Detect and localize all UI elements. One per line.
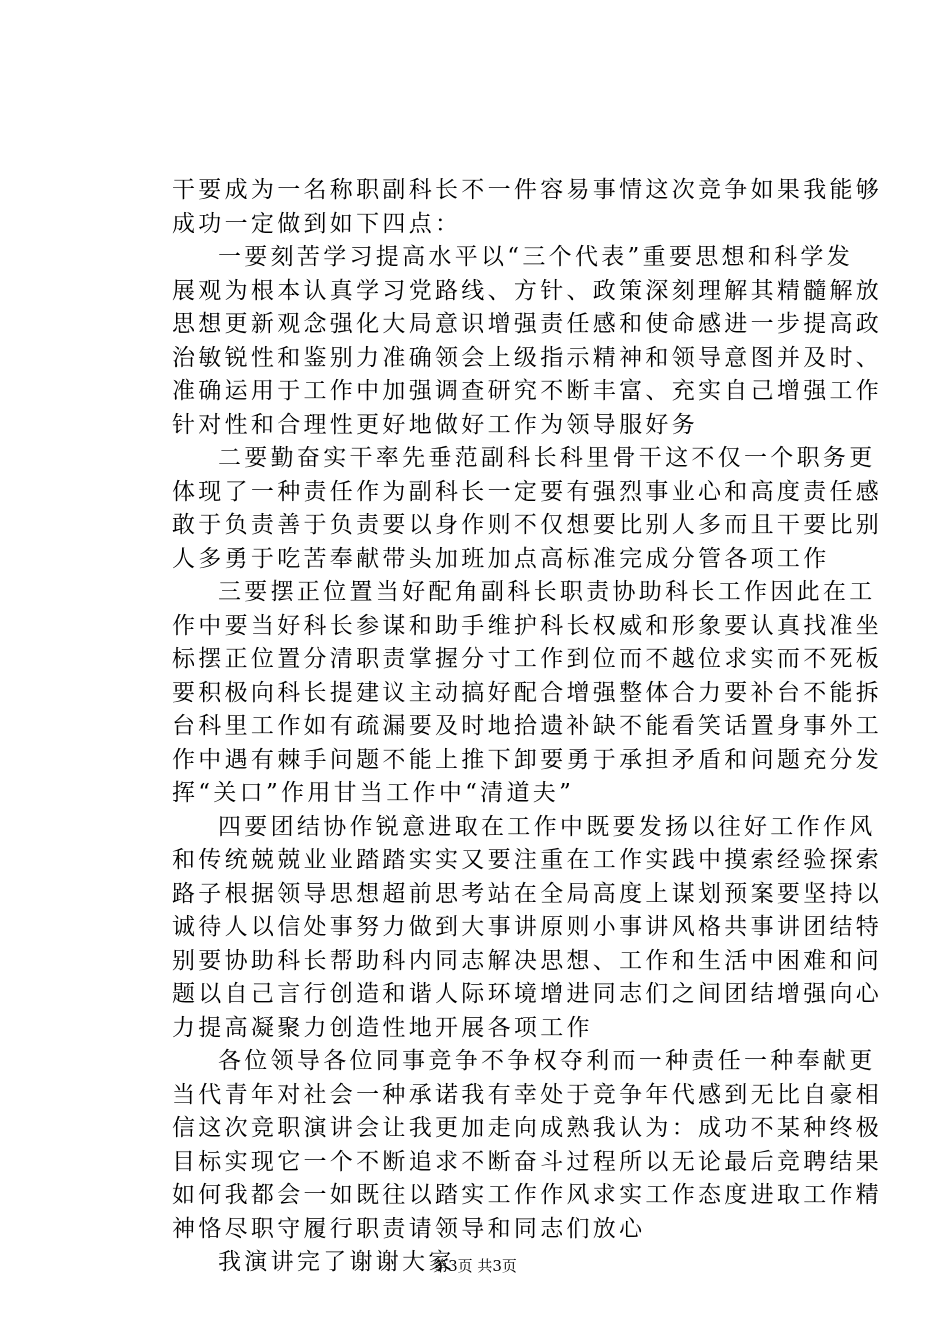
text-line: 作中遇有棘手问题不能上推下卸要勇于承担矛盾和问题充分发 [172, 746, 883, 773]
text-line: 路子根据领导思想超前思考站在全局高度上谋划预案要坚持以 [172, 880, 883, 907]
text-line: 目标实现它一个不断追求不断奋斗过程所以无论最后竞聘结果 [172, 1148, 883, 1175]
text-line: 作中要当好科长参谋和助手维护科长权威和形象要认真找准坐 [172, 612, 883, 639]
text-line: 要积极向科长提建议主动搞好配合增强整体合力要补台不能拆 [172, 679, 883, 706]
text-line: 和传统兢兢业业踏踏实实又要注重在工作实践中摸索经验探索 [172, 847, 883, 873]
text-line: 诚待人以信处事努力做到大事讲原则小事讲风格共事讲团结特 [172, 914, 883, 940]
text-line: 准确运用于工作中加强调查研究不断丰富、充实自己增强工作 [172, 378, 883, 404]
text-line: 题以自己言行创造和谐人际环境增进同志们之间团结增强向心 [172, 981, 883, 1007]
text-line: 体现了一种责任作为副科长一定要有强烈事业心和高度责任感 [172, 478, 883, 505]
text-line: 治敏锐性和鉴别力准确领会上级指示精神和领导意图并及时、 [172, 344, 883, 371]
text-line: 标摆正位置分清职责掌握分寸工作到位而不越位求实而不死板 [172, 646, 883, 672]
text-line: 如何我都会一如既往以踏实工作作风求实工作态度进取工作精 [172, 1182, 883, 1208]
text-line: 三要摆正位置当好配角副科长职责协助科长工作因此在工 [218, 579, 876, 605]
text-line: 人多勇于吃苦奉献带头加班加点高标准完成分管各项工作 [172, 545, 830, 572]
text-line: 针对性和合理性更好地做好工作为领导服好务 [172, 411, 698, 438]
page-footer: 第3页 共3页 [433, 1257, 517, 1275]
text-line: 一要刻苦学习提高水平以“三个代表”重要思想和科学发 [218, 244, 854, 270]
text-line: 思想更新观念强化大局意识增强责任感和使命感进一步提高政 [172, 311, 883, 337]
text-line: 当代青年对社会一种承诺我有幸处于竞争年代感到无比自豪相 [172, 1081, 883, 1108]
text-line: 力提高凝聚力创造性地开展各项工作 [172, 1014, 593, 1041]
text-line: 别要协助科长帮助科内同志解决思想、工作和生活中困难和问 [172, 947, 883, 974]
text-line: 展观为根本认真学习党路线、方针、政策深刻理解其精髓解放 [172, 277, 883, 304]
text-line: 神恪尽职守履行职责请领导和同志们放心 [172, 1215, 646, 1242]
text-line: 四要团结协作锐意进取在工作中既要发扬以往好工作作风 [218, 813, 876, 840]
text-line: 信这次竞职演讲会让我更加走向成熟我认为：成功不某种终极 [172, 1115, 883, 1141]
text-line: 敢于负责善于负责要以身作则不仅想要比别人多而且干要比别 [172, 512, 883, 538]
text-line: 干要成为一名称职副科长不一件容易事情这次竞争如果我能够 [172, 177, 883, 203]
text-line: 成功一定做到如下四点： [172, 210, 462, 237]
document-body [172, 174, 883, 1280]
text-line: 各位领导各位同事竞争不争权夺利而一种责任一种奉献更 [218, 1048, 876, 1074]
text-line: 台科里工作如有疏漏要及时地拾遗补缺不能看笑话置身事外工 [172, 713, 883, 739]
text-line: 我演讲完了谢谢大家 [218, 1249, 455, 1275]
text-line: 二要勤奋实干率先垂范副科长科里骨干这不仅一个职务更 [218, 445, 876, 471]
text-line: 挥“关口”作用甘当工作中“清道夫” [172, 780, 575, 806]
